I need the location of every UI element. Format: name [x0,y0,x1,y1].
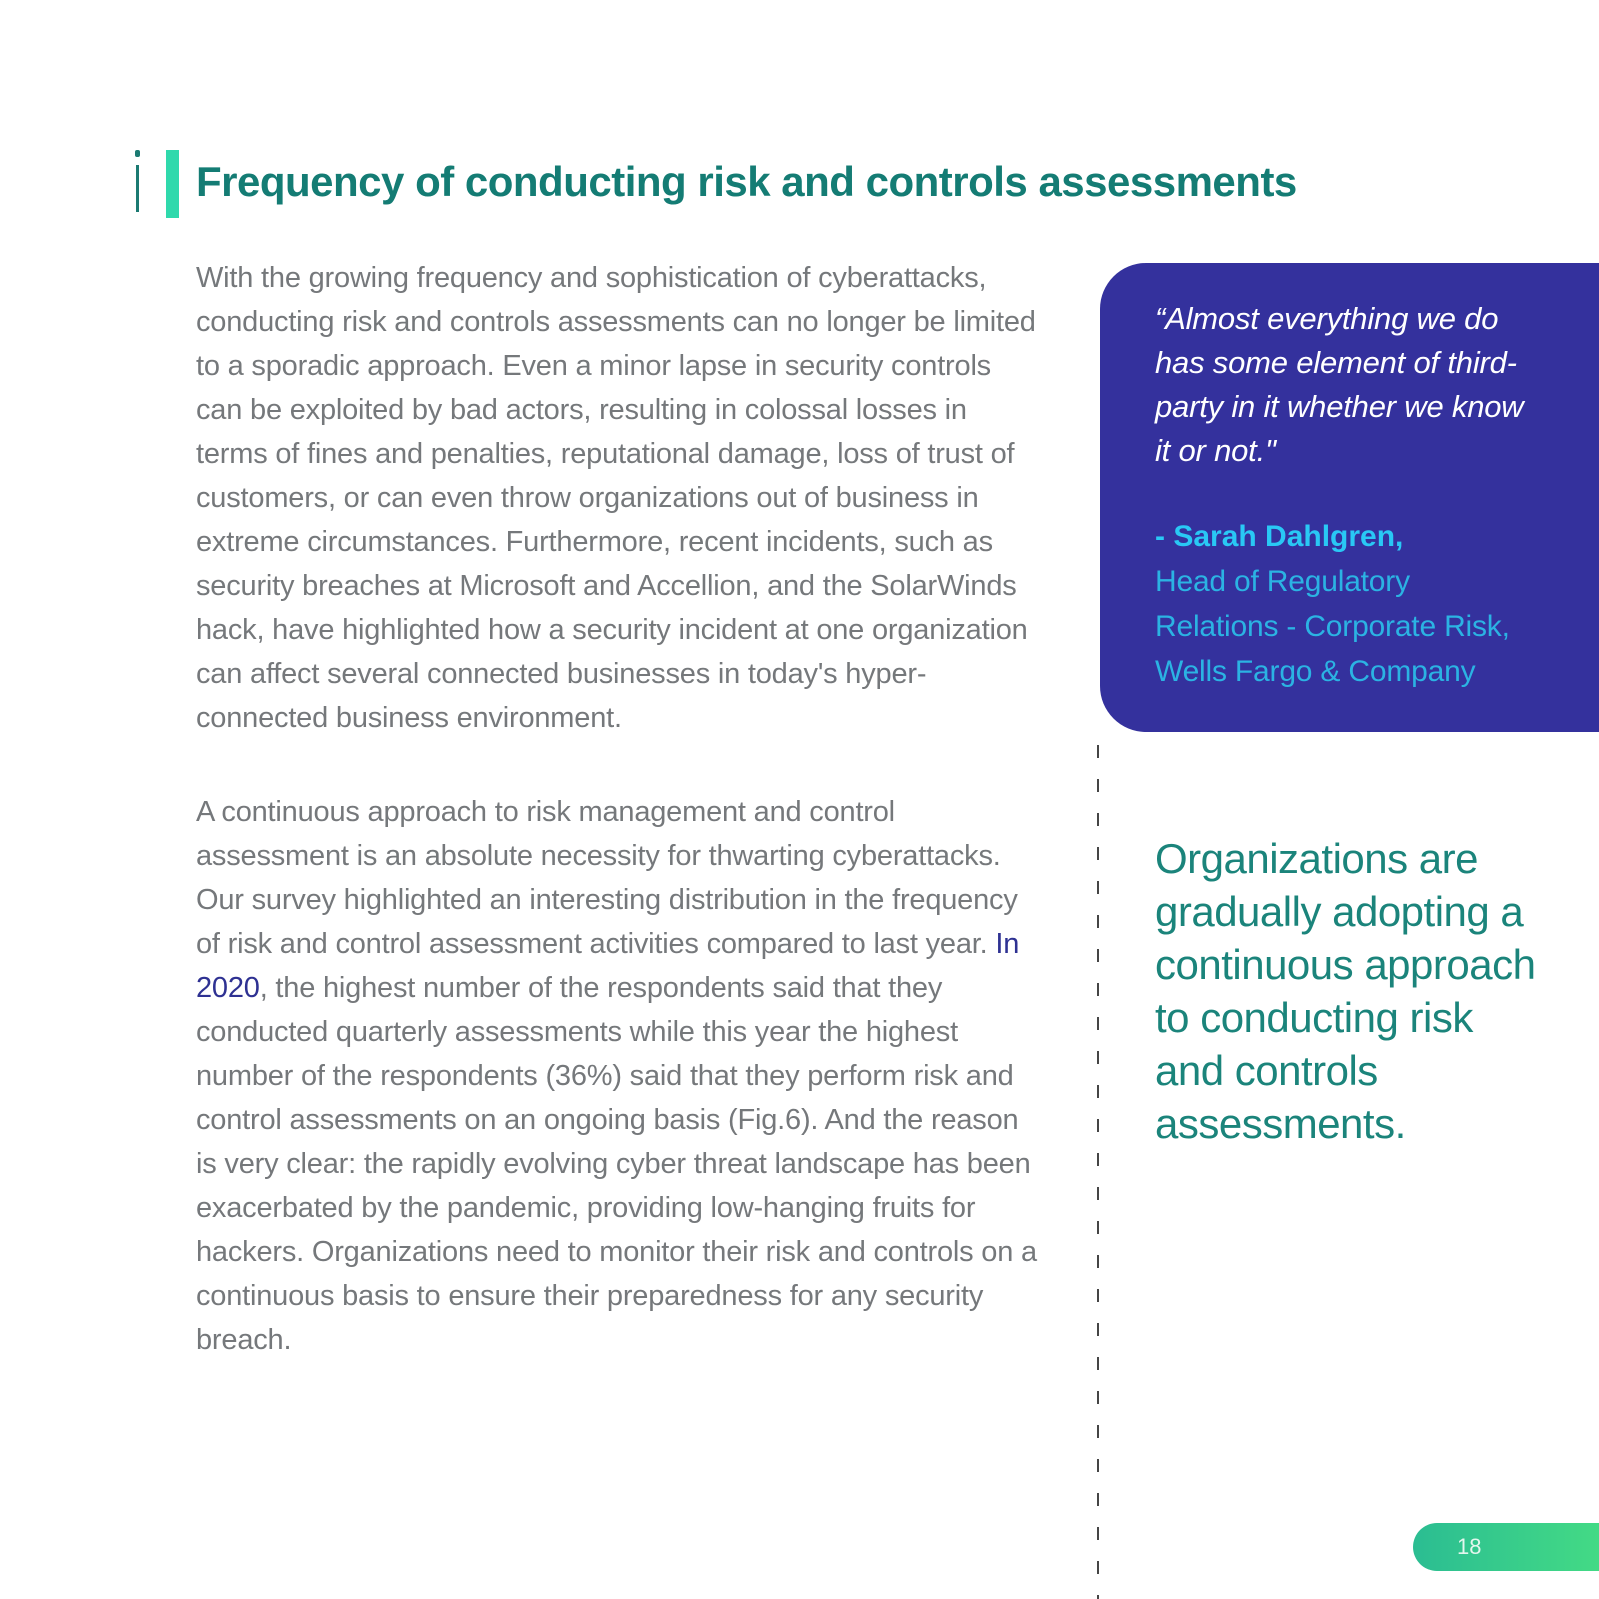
title-accent-dash [136,165,139,212]
page-number: 18 [1457,1534,1482,1559]
paragraph-2 [196,790,1041,1362]
paragraph-1: With the growing frequency and sophistication of cyberattacks, conducting risk and controls assessments can no longer be limited to a sporadic approach. Even a minor lapse in security controls can be exploited by bad actors, resulting in colossal losses in terms of fines and penalties, reputational damage, loss of trust of customers, or can even throw organizations out of business in extreme circumstances. Furthermore, recent incidents, such as security breaches at Microsoft and Accellion, and the SolarWinds hack, have highlighted how a security incident at one organization can affect several connected businesses in today's hyper-connected business environment. [196,262,1036,734]
page-title: Frequency of conducting risk and controls assessments [196,158,1297,205]
quote-attribution-name: - Sarah Dahlgren, [1155,520,1404,553]
title-accent-bar [166,150,179,218]
paragraph-2-text-before: A continuous approach to risk management and control assessment is an absolute necessity for thwarting cyberattacks. Our survey highlighted an interesting distribution in the frequency of risk and control assessment activities compared to last year. [196,796,1018,960]
title-accent-dot [135,150,140,157]
article-body [196,256,1041,1362]
quote-attribution-role: Head of Regulatory Relations - Corporate Risk, Wells Fargo & Company [1155,565,1510,688]
pull-quote: Organizations are gradually adopting a continuous approach to conducting risk and controls assessments. [1155,835,1536,1147]
page-number-badge [1413,1523,1599,1571]
dashed-divider [1097,745,1099,1599]
year-2020-link[interactable]: In 2020 [196,928,1020,1004]
paragraph-2-text-after: , the highest number of the respondents said that they conducted quarterly assessments while this year the highest number of the respondents (36%) said that they perform risk and control assessments on an ongoing basis (Fig.6). And the reason is very clear: the rapidly evolving cyber threat landscape has been exacerbated by the pandemic, providing low-hanging fruits for hackers. Organizations need to monitor their risk and controls on a continuous basis to ensure their preparedness for any security breach. [196,972,1037,1356]
quote-card [1100,263,1599,732]
quote-text: “Almost everything we do has some element of third-party in it whether we know it or not." [1155,301,1524,468]
